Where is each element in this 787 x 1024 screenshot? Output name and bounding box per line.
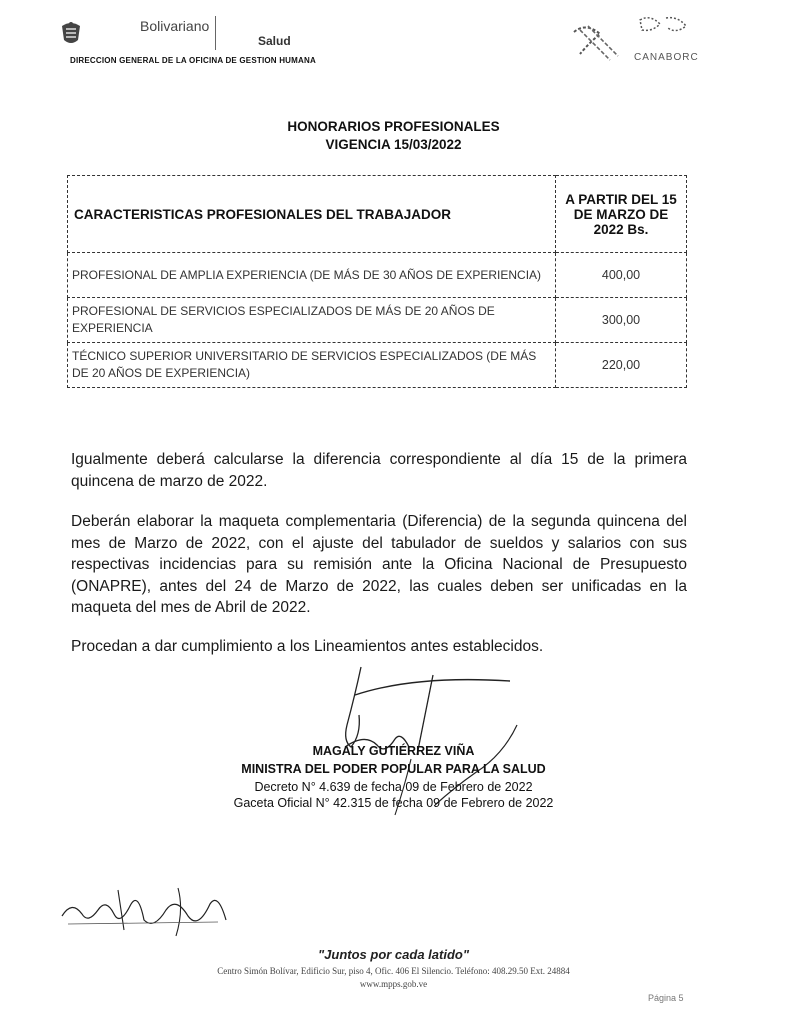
table-header-row bbox=[68, 176, 687, 253]
signatory-name: MAGALY GUTIÉRREZ VIÑA bbox=[312, 744, 475, 758]
row-amount: 220,00 bbox=[556, 343, 687, 388]
row-description: PROFESIONAL DE SERVICIOS ESPECIALIZADOS DE MÁS DE 20 AÑOS DE EXPERIENCIA bbox=[68, 298, 556, 343]
signatory-title: MINISTRA DEL PODER POPULAR PARA LA SALUD bbox=[241, 762, 546, 776]
table-row bbox=[68, 298, 687, 343]
table-row bbox=[68, 253, 687, 298]
department-name: DIRECCION GENERAL DE LA OFICINA DE GESTION HUMANA bbox=[70, 56, 316, 65]
document-subtitle: VIGENCIA 15/03/2022 bbox=[325, 137, 462, 152]
paragraph-difference: Igualmente deberá calcularse la diferencia correspondiente al día 15 de la primera quincena de marzo de 2022. bbox=[71, 451, 687, 490]
page-number: Página 5 bbox=[648, 993, 684, 1003]
coat-of-arms-icon bbox=[58, 20, 84, 46]
table-row bbox=[68, 343, 687, 388]
footer-slogan: "Juntos por cada latido" bbox=[317, 947, 469, 962]
header-salud-text: Salud bbox=[258, 34, 291, 48]
paragraph-instructions: Deberán elaborar la maqueta complementaria (Diferencia) de la segunda quincena del mes de Marzo de 2022, con el ajuste del tabulador de sueldos y salarios con sus respectivas incidencias para su remisión ante la Oficina Nacional de Presupuesto (ONAPRE), antes del 24 de Marzo de 2022, las cuales deben ser unificadas en la maqueta del mes de Abril de 2022. bbox=[71, 513, 687, 617]
gazette-reference: Gaceta Oficial N° 42.315 de fecha 09 de Febrero de 2022 bbox=[233, 796, 554, 810]
footer-website: www.mpps.gob.ve bbox=[359, 979, 428, 989]
column-header-characteristics: CARACTERISTICAS PROFESIONALES DEL TRABAJADOR bbox=[68, 176, 556, 253]
header-gov-text: Bolivariano bbox=[140, 18, 210, 34]
decree-reference: Decreto N° 4.639 de fecha 09 de Febrero de 2022 bbox=[254, 780, 533, 794]
column-header-amount: A PARTIR DEL 15 DE MARZO DE 2022 Bs. bbox=[556, 176, 687, 253]
header-divider bbox=[215, 16, 216, 50]
institutional-logo-icon bbox=[568, 12, 694, 72]
row-amount: 400,00 bbox=[556, 253, 687, 298]
fees-table bbox=[67, 175, 687, 388]
initials-signature-icon bbox=[58, 880, 248, 940]
row-description: TÉCNICO SUPERIOR UNIVERSITARIO DE SERVICIOS ESPECIALIZADOS (DE MÁS DE 20 AÑOS DE EXPERIENCIA) bbox=[68, 343, 556, 388]
document-title: HONORARIOS PROFESIONALES bbox=[287, 119, 500, 134]
row-amount: 300,00 bbox=[556, 298, 687, 343]
footer-address: Centro Simón Bolívar, Edificio Sur, piso 4, Ofic. 406 El Silencio. Teléfono: 408.29.50 Ext. 24884 bbox=[217, 966, 570, 976]
paragraph-compliance: Procedan a dar cumplimiento a los Lineamientos antes establecidos. bbox=[71, 638, 544, 655]
logo-caption: CANABORC bbox=[634, 52, 699, 63]
row-description: PROFESIONAL DE AMPLIA EXPERIENCIA (DE MÁS DE 30 AÑOS DE EXPERIENCIA) bbox=[68, 253, 556, 298]
